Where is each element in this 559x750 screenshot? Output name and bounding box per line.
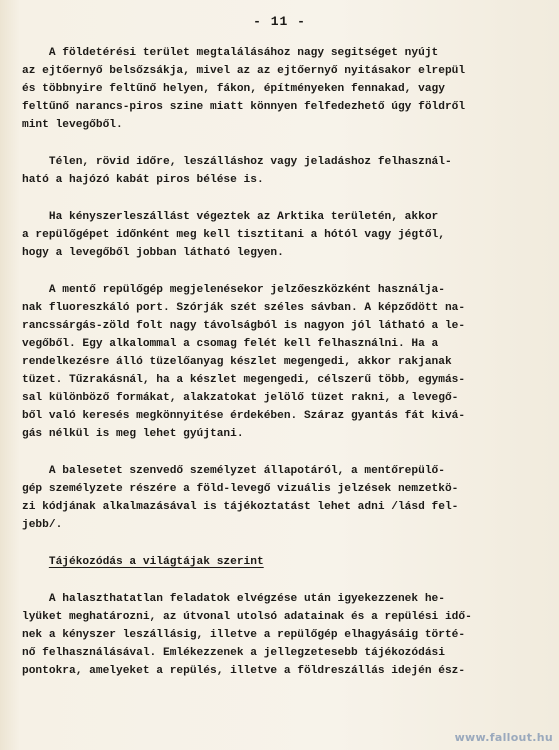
text-line: A mentő repülőgép megjelenésekor jelzőeszközként használja- bbox=[22, 284, 445, 296]
paragraph-parachute bbox=[22, 44, 542, 134]
text-line: gás nélkül is meg lehet gyújtani. bbox=[22, 428, 244, 440]
paragraph-crew-status bbox=[22, 462, 542, 534]
text-line: A halaszthatatlan feladatok elvégzése után igyekezzenek he- bbox=[22, 593, 445, 605]
body-text bbox=[22, 44, 542, 680]
text-line: zi kódjának alkalmazásával is tájékoztatást lehet adni /lásd fel- bbox=[22, 501, 459, 513]
section-heading: Tájékozódás a világtájak szerint bbox=[48, 556, 264, 568]
text-line: a repülőgépet időnként meg kell tisztitani a hótól vagy jégtől, bbox=[22, 229, 445, 241]
text-line: rendelkezésre álló tüzelőanyag készlet megengedi, akkor rakjanak bbox=[22, 356, 452, 368]
paragraph-arctic bbox=[22, 208, 542, 262]
text-line: az ejtőernyő belsőzsákja, mivel az az ejtőernyő nyitásakor elrepül bbox=[22, 65, 466, 77]
text-line: sal különböző formákat, alakzatokat jelölő tüzet rakni, a levegő- bbox=[22, 392, 459, 404]
text-line: lyüket meghatározni, az útvonal utolsó adatainak és a repülési idő- bbox=[22, 611, 472, 623]
text-line: pontokra, amelyeket a repülés, illetve a földreszállás idején ész- bbox=[22, 665, 466, 677]
text-line: jebb/. bbox=[22, 519, 63, 531]
text-line: ből való keresés megkönnyitése érdekében. Száraz gyantás fát kivá- bbox=[22, 410, 466, 422]
section-heading-row bbox=[22, 553, 542, 571]
text-line: hogy a levegőből jobban látható legyen. bbox=[22, 247, 284, 259]
text-line: ható a hajózó kabát piros bélése is. bbox=[22, 174, 264, 186]
paragraph-orientation bbox=[22, 590, 542, 680]
text-line: feltűnő narancs-piros szine miatt könnyen felfedezhető úgy földről bbox=[22, 101, 466, 113]
text-line: A földetérési terület megtalálásához nagy segitséget nyújt bbox=[22, 47, 439, 59]
text-line: nő felhasználásával. Emlékezzenek a jellegzetesebb tájékozódási bbox=[22, 647, 445, 659]
text-line: tüzet. Tűzrakásnál, ha a készlet megengedi, célszerű több, egymás- bbox=[22, 374, 466, 386]
text-line: Ha kényszerleszállást végeztek az Arktika területén, akkor bbox=[22, 211, 439, 223]
text-line: vegőből. Egy alkalommal a csomag felét kell felhasználni. Ha a bbox=[22, 338, 439, 350]
paragraph-winter bbox=[22, 153, 542, 189]
text-line: nak fluoreszkáló port. Szórják szét széles sávban. A képződött na- bbox=[22, 302, 466, 314]
text-line: A balesetet szenvedő személyzet állapotáról, a mentőrepülő- bbox=[22, 465, 445, 477]
text-line: mint levegőből. bbox=[22, 119, 123, 131]
text-line: nek a kényszer leszállásig, illetve a repülőgép elhagyásáig törté- bbox=[22, 629, 466, 641]
text-line: rancssárgás-zöld folt nagy távolságból is nagyon jól látható a le- bbox=[22, 320, 466, 332]
text-line: gép személyzete részére a föld-levegő vizuális jelzések nemzetkö- bbox=[22, 483, 459, 495]
text-line: Télen, rövid időre, leszálláshoz vagy jeladáshoz felhasznál- bbox=[22, 156, 452, 168]
text-line: és többnyire feltűnő helyen, fákon, építményeken fennakad, vagy bbox=[22, 83, 445, 95]
site-watermark: www.fallout.hu bbox=[454, 731, 553, 744]
paragraph-signaling bbox=[22, 281, 542, 443]
page-number: - 11 - bbox=[253, 14, 306, 29]
